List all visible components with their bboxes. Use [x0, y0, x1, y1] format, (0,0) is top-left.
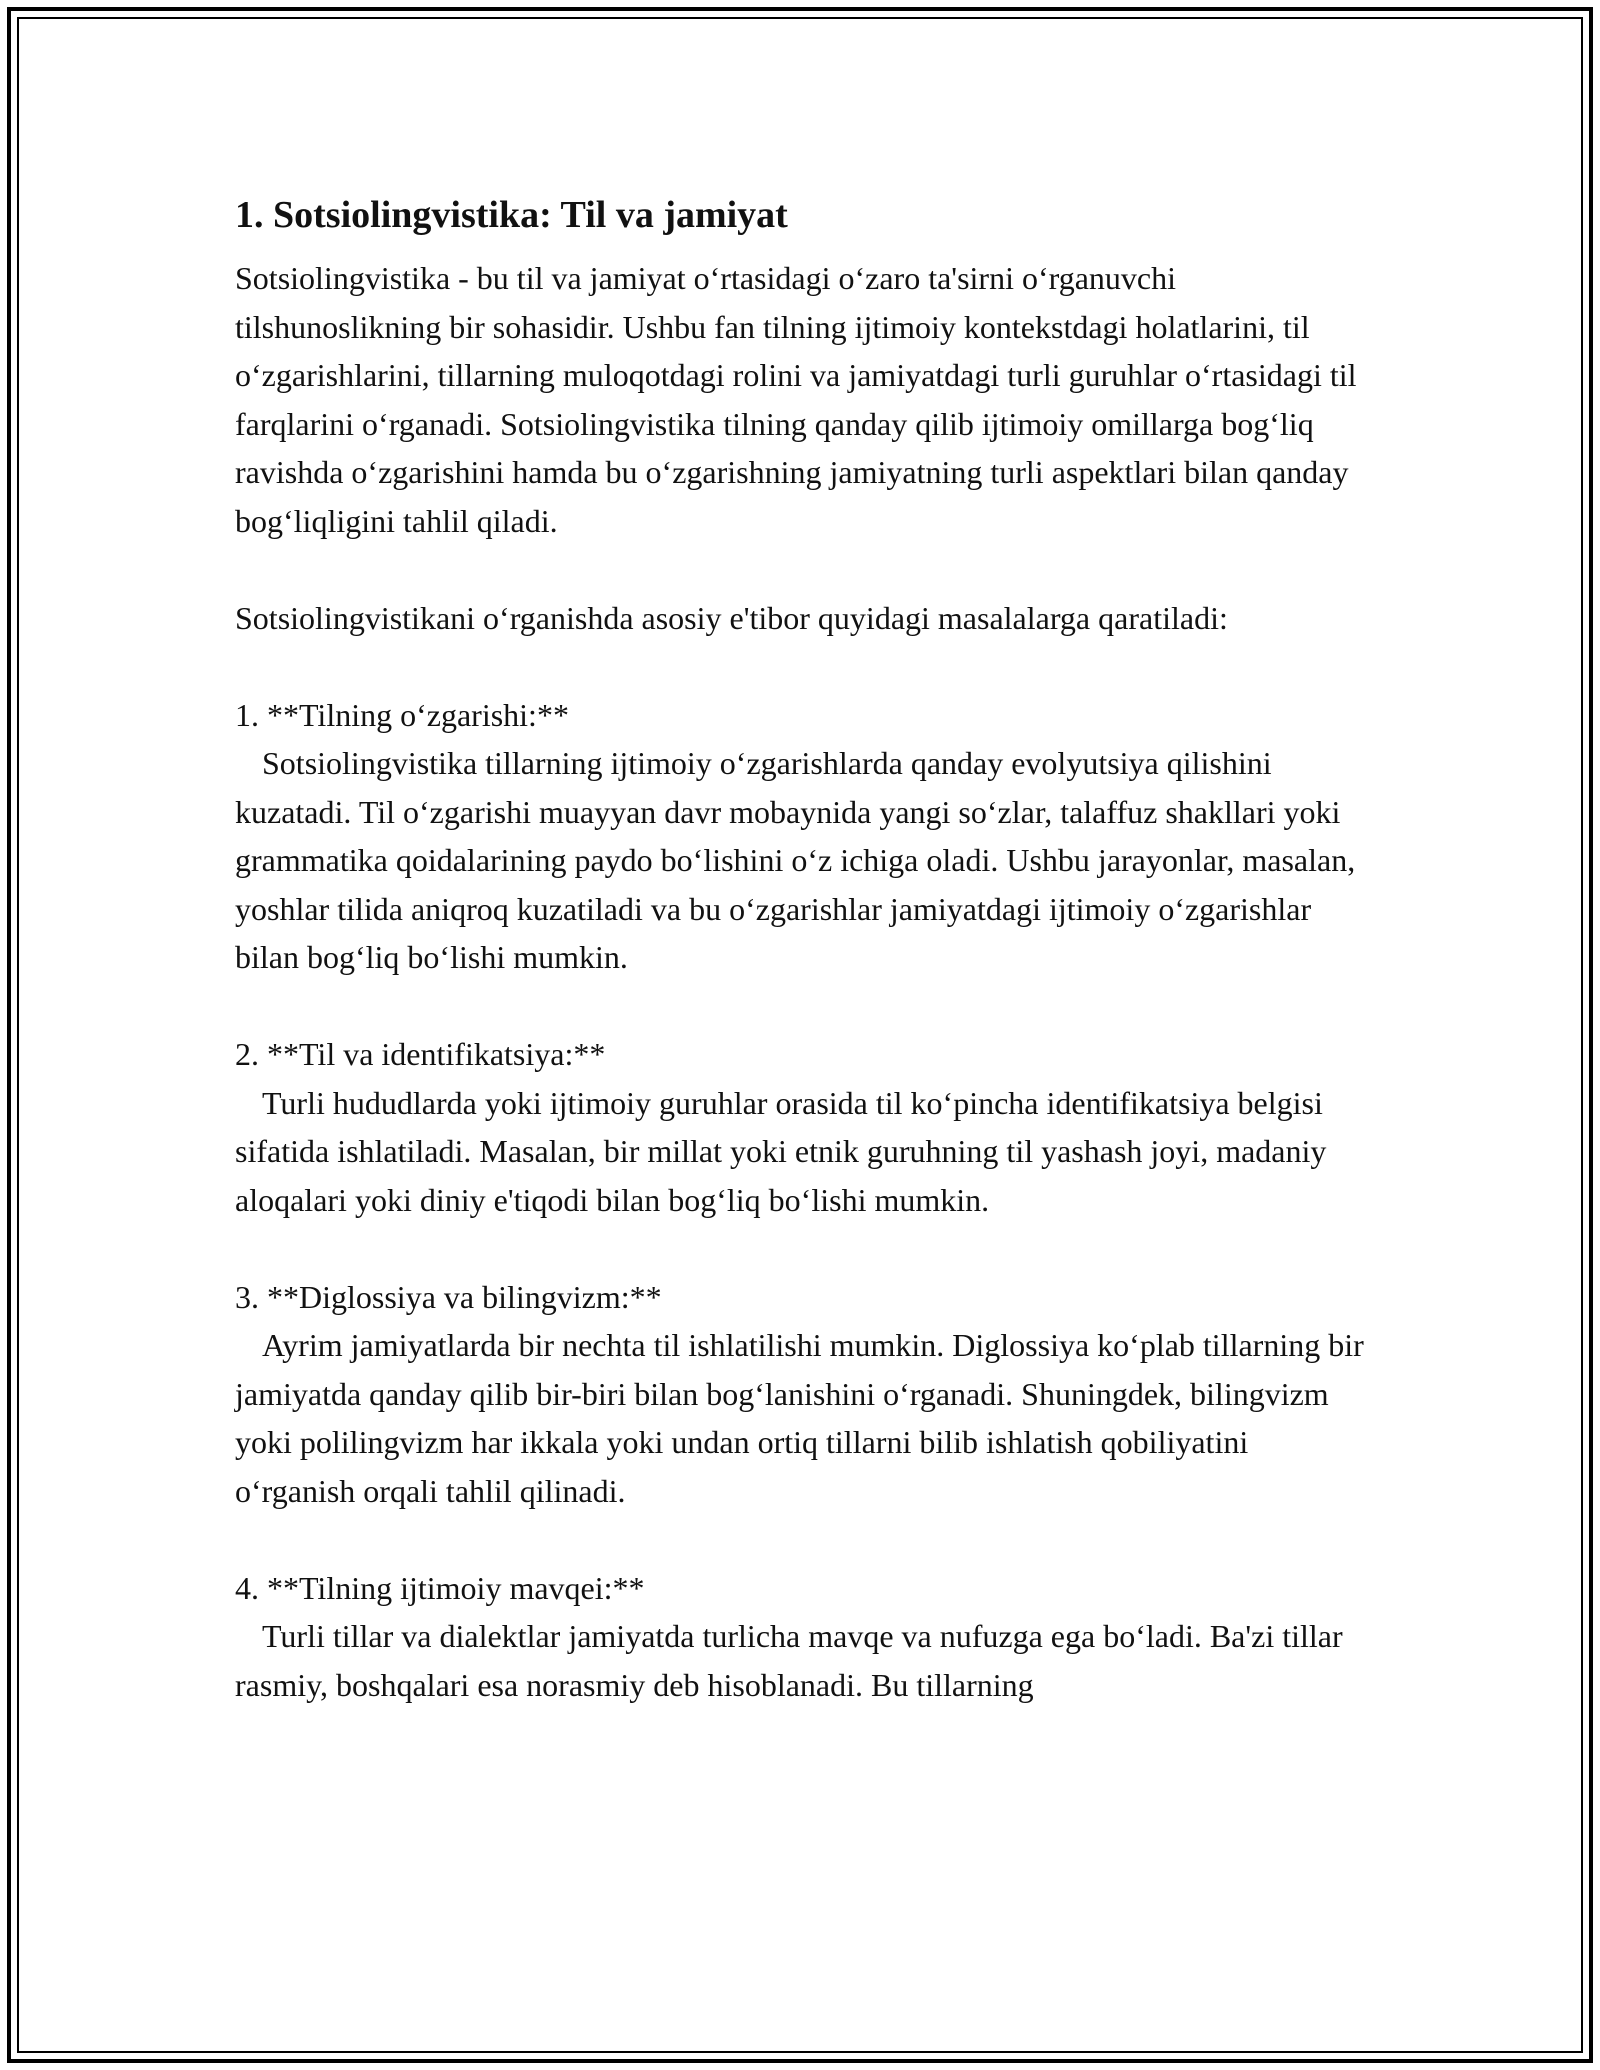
paragraph-spacer — [235, 1515, 1370, 1564]
paragraph-spacer — [235, 642, 1370, 691]
list-item — [235, 1564, 1370, 1710]
list-item-body: Turli tillar va dialektlar jamiyatda turlicha mavqe va nufuzga ega bo‘ladi. Ba'zi tillar rasmiy, boshqalari esa norasmiy deb hisoblanadi. Bu tillarning — [235, 1618, 1343, 1703]
lead-paragraph: Sotsiolingvistikani o‘rganishda asosiy e'tibor quyidagi masalalarga qaratiladi: — [235, 599, 1228, 636]
paragraph-spacer — [235, 982, 1370, 1031]
paragraph-spacer — [235, 1224, 1370, 1273]
list-item-title: 2. **Til va identifikatsiya:** — [235, 1036, 606, 1072]
list-item-body: Turli hududlarda yoki ijtimoiy guruhlar orasida til ko‘pincha identifikatsiya belgisi sifatida ishlatiladi. Masalan, bir millat yoki etnik guruhning til yashash joyi, madaniy aloqalari yoki diniy e'tiqodi bilan bog‘liq bo‘lishi mumkin. — [235, 1084, 1327, 1218]
list-item-title: 4. **Tilning ijtimoiy mavqei:** — [235, 1569, 645, 1606]
list-item-body: Sotsiolingvistika tillarning ijtimoiy o‘zgarishlarda qanday evolyutsiya qilishini kuzatadi. Til o‘zgarishi muayyan davr mobaynida yangi so‘zlar, talaffuz shakllari yoki grammatika qoidalarining paydo bo‘lishini o‘z ichiga oladi. Ushbu jarayonlar, masalan, yoshlar tilida aniqroq kuzatiladi va bu o‘zgarishlar jamiyatdagi ijtimoiy o‘zgarishlar bilan bog‘liq bo‘lishi mumkin. — [235, 745, 1356, 975]
list-item — [235, 1273, 1370, 1516]
section-heading: 1. Sotsiolingvistika: Til va jamiyat — [235, 194, 788, 236]
list-item-title: 3. **Diglossiya va bilingvizm:** — [235, 1278, 662, 1315]
list-item-body: Ayrim jamiyatlarda bir nechta til ishlatilishi mumkin. Diglossiya ko‘plab tillarning bir jamiyatda qanday qilib bir-biri bilan bog‘lanishini o‘rganadi. Shuningdek, bilingvizm yoki polilingvizm har ikkala yoki undan ortiq tillarni bilib ishlatish qobiliyatini o‘rganish orqali tahlil qilinadi. — [235, 1327, 1364, 1509]
list-item-title: 1. **Tilning o‘zgarishi:** — [235, 696, 569, 733]
paragraph-spacer — [235, 545, 1370, 594]
intro-paragraph: Sotsiolingvistika - bu til va jamiyat o‘rtasidagi o‘zaro ta'sirni o‘rganuvchi tilshunoslikning bir sohasidir. Ushbu fan tilning ijtimoiy kontekstdagi holatlarini, til o‘zgarishlarini, tillarning muloqotdagi rolini va jamiyatdagi turli guruhlar o‘rtasidagi til farqlarini o‘rganadi. Sotsiolingvistika tilning qanday qilib ijtimoiy omillarga bog‘liq ravishda o‘zgarishini hamda bu o‘zgarishning jamiyatning turli aspektlari bilan qanday bog‘liqligini tahlil qiladi. — [235, 260, 1357, 539]
document-page — [235, 186, 1370, 1709]
list-item — [235, 691, 1370, 982]
list-item — [235, 1030, 1370, 1224]
